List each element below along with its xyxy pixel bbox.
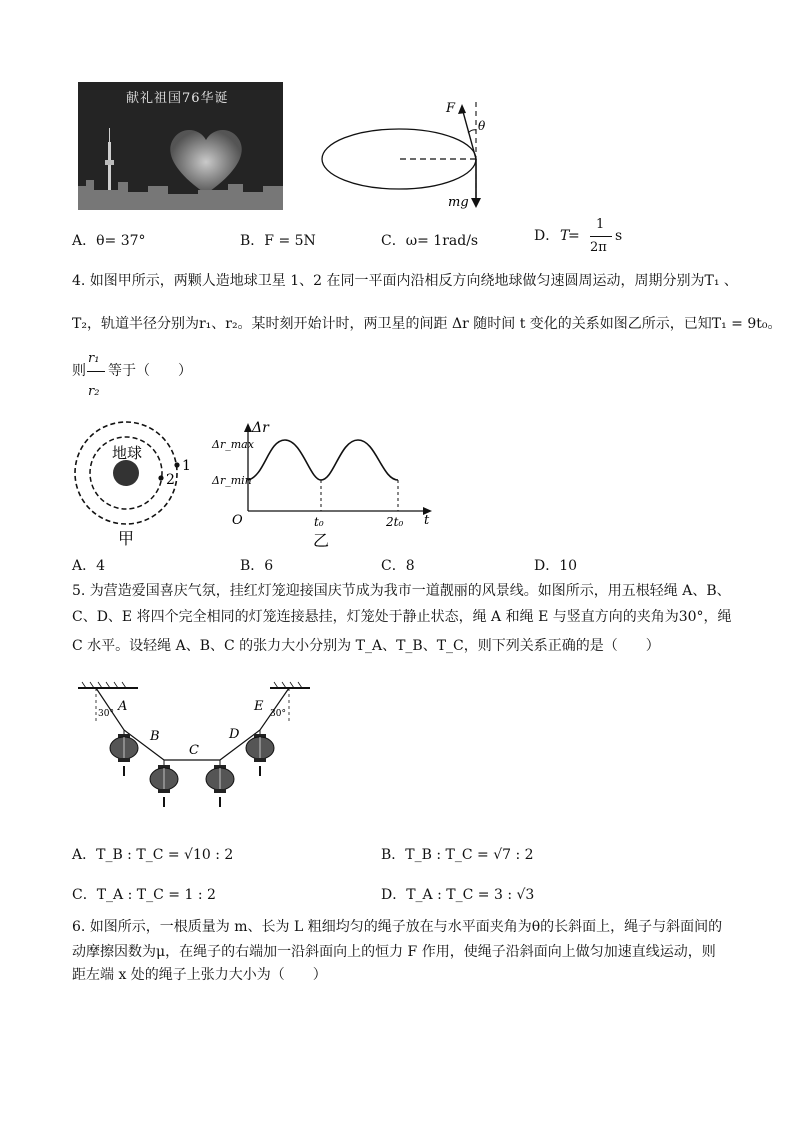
q3-option-d-var: T — [560, 228, 570, 244]
q4-frac-den: r₂ — [88, 384, 100, 399]
q6-stem-line2: 动摩擦因数为μ，在绳子的右端加一沿斜面向上的恒力 F 作用，使绳子沿斜面向上做匀加速直线运动，则 — [72, 944, 716, 960]
q3-option-a: A．θ= 37° — [72, 233, 146, 249]
caption-yi: 乙 — [313, 531, 330, 550]
label-sat2: 2 — [166, 472, 175, 488]
lantern-figure — [74, 680, 314, 820]
rope-label-E: E — [254, 699, 264, 714]
label-earth: 地球 — [112, 444, 143, 462]
conical-pendulum-figure — [318, 98, 498, 213]
origin-label: O — [232, 513, 243, 528]
q4-option-c: C．8 — [381, 558, 415, 574]
q4-equals-blank: 等于（ ） — [108, 363, 192, 379]
q3-option-b: B．F = 5N — [240, 233, 316, 249]
q5-option-a: A．T_B : T_C = √10 : 2 — [72, 847, 234, 863]
rope-label-C: C — [189, 743, 199, 758]
tick-2t0: 2t₀ — [386, 515, 404, 529]
q3-option-d — [534, 215, 634, 259]
fraction-bar — [87, 371, 105, 372]
q4-then: 则 — [72, 363, 86, 379]
angle-left: 30° — [98, 709, 114, 719]
photo-fireworks-heart — [78, 82, 283, 210]
q5-stem-line3: C 水平。设轻绳 A、B、C 的张力大小分别为 T_A、T_B、T_C，则下列关系正确的是（ ） — [72, 638, 660, 654]
label-theta: θ — [478, 119, 486, 133]
rope-label-A: A — [118, 699, 128, 714]
q3-option-d-eq: = — [568, 228, 580, 244]
axis-label-dr: Δr — [252, 420, 269, 436]
lantern-4 — [246, 734, 274, 776]
q4-stem-line2: T₂，轨道半径分别为r₁、r₂。某时刻开始计时，两卫星的间距 Δr 随时间 t 变化的关系如图乙所示，已知T₁ = 9t₀。 — [72, 316, 782, 332]
q4-option-a: A．4 — [72, 558, 106, 574]
rope-label-B: B — [150, 729, 160, 744]
lantern-2 — [150, 765, 178, 807]
label-F: F — [446, 101, 456, 116]
photo-caption: 献礼祖国76华诞 — [126, 91, 229, 106]
q4-stem-line1: 4. 如图甲所示，两颗人造地球卫星 1、2 在同一平面内沿相反方向绕地球做匀速圆周运动，周期分别为T₁ 、 — [72, 273, 738, 289]
q3-option-d-den: 2π — [590, 240, 607, 255]
q5-option-b: B．T_B : T_C = √7 : 2 — [381, 847, 534, 863]
axis-label-t: t — [424, 513, 430, 528]
angle-right: 30° — [270, 709, 286, 719]
q5-stem-line1: 5. 为营造爱国喜庆气氛，挂红灯笼迎接国庆节成为我市一道靓丽的风景线。如图所示，用五根轻绳 A、B、 — [72, 583, 731, 599]
q4-option-b: B．6 — [240, 558, 274, 574]
q3-option-c: C．ω= 1rad/s — [381, 233, 479, 249]
label-sat1: 1 — [182, 458, 191, 474]
q5-option-c: C．T_A : T_C = 1 : 2 — [72, 887, 216, 903]
orbit-figure-jia — [70, 418, 210, 548]
lantern-1 — [110, 734, 138, 776]
q3-option-d-prefix: D． — [534, 228, 560, 244]
rope-label-D: D — [229, 727, 240, 742]
q5-option-d: D．T_A : T_C = 3 : √3 — [381, 887, 535, 903]
q4-option-d: D．10 — [534, 558, 578, 574]
tick-dr-min: Δr_min — [212, 474, 252, 487]
q6-stem-line1: 6. 如图所示，一根质量为 m、长为 L 粗细均匀的绳子放在与水平面夹角为θ的长斜面上，绳子与斜面间的 — [72, 919, 723, 935]
tick-t0: t₀ — [314, 515, 324, 529]
q6-stem-line3: 距左端 x 处的绳子上张力大小为（ ） — [72, 967, 327, 983]
q3-option-d-unit: s — [615, 228, 623, 244]
lantern-3 — [206, 765, 234, 807]
caption-jia: 甲 — [118, 529, 135, 548]
q5-stem-line2: C、D、E 将四个完全相同的灯笼连接悬挂，灯笼处于静止状态，绳 A 和绳 E 与竖直方向的夹角为30°，绳 — [72, 609, 732, 625]
q4-stem-line3 — [72, 350, 272, 400]
distance-time-graph-yi — [210, 418, 440, 550]
q3-option-d-num: 1 — [596, 217, 605, 232]
fraction-bar — [590, 236, 612, 237]
q4-frac-num: r₁ — [88, 351, 100, 366]
label-mg: mg — [448, 195, 469, 210]
tick-dr-max: Δr_max — [212, 438, 254, 451]
